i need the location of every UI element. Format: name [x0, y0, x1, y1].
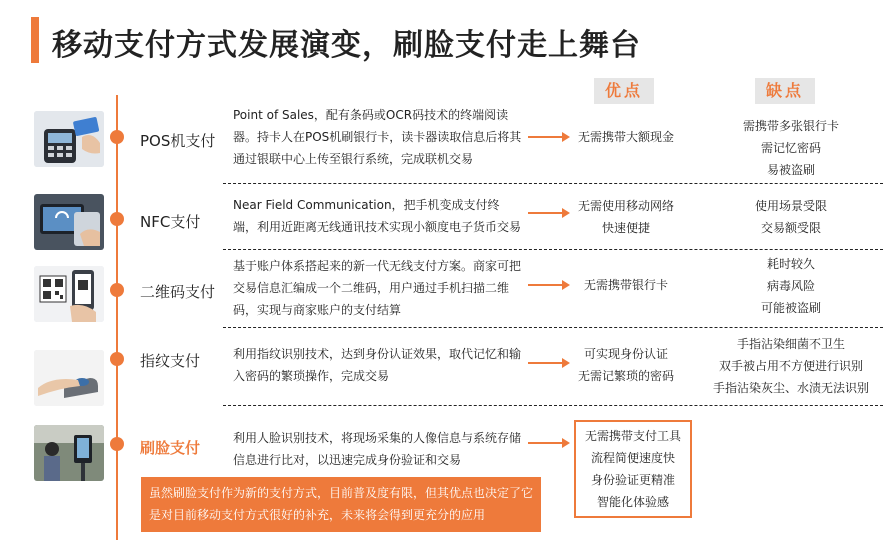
pos-terminal-image [34, 111, 104, 167]
cons-item: 易被盗刷 [766, 163, 815, 177]
cons-item: 可能被盗刷 [760, 301, 821, 315]
cons-item: 手指沾染细菌不卫生 [736, 337, 845, 351]
method-name-face: 刷脸支付 [140, 439, 201, 457]
pros-header: 优点 [594, 78, 654, 104]
pros-item: 可实现身份认证 [583, 347, 668, 361]
pros-qr [562, 274, 690, 296]
timeline-line [116, 95, 118, 540]
pros-nfc [562, 195, 690, 239]
pros-item: 无需携带大额现金 [577, 130, 674, 144]
cons-item: 交易额受限 [760, 221, 821, 235]
cons-item: 双手被占用不方便进行识别 [718, 359, 863, 373]
pros-item: 无需携带支付工具 [584, 429, 681, 443]
title-accent-bar [31, 17, 39, 63]
timeline-dot [110, 437, 124, 451]
cons-fingerprint [696, 333, 886, 399]
pros-pos [562, 126, 690, 148]
timeline-dot [110, 212, 124, 226]
cons-item: 需携带多张银行卡 [742, 119, 839, 133]
description-face: 利用人脸识别技术，将现场采集的人像信息与系统存储信息进行比对，以迅速完成身份验证和交易 [233, 431, 522, 467]
row-divider [223, 249, 883, 250]
method-name-nfc: NFC支付 [140, 213, 201, 231]
timeline-dot [110, 352, 124, 366]
pros-item: 无需使用移动网络 [577, 199, 674, 213]
method-name-qr: 二维码支付 [140, 283, 216, 301]
timeline-dot [110, 283, 124, 297]
nfc-phone-image [34, 194, 104, 250]
page-title: 移动支付方式发展演变，刷脸支付走上舞台 [52, 28, 641, 63]
cons-item: 病毒风险 [766, 279, 815, 293]
cons-nfc [696, 195, 886, 239]
description-pos: Point of Sales，配有条码或OCR码技术的终端阅读器。持卡人在POS机刷银行卡，读卡器读取信息后将其通过银联中心上传至银行系统，完成联机交易 [233, 108, 522, 166]
summary-note: 虽然刷脸支付作为新的支付方式，目前普及度有限，但其优点也决定了它是对目前移动支付方式很好的补充，未来将会得到更充分的应用 [141, 477, 541, 532]
method-name-pos: POS机支付 [140, 132, 216, 150]
pros-item: 身份验证更精准 [590, 473, 675, 487]
pros-item: 无需记繁琐的密码 [577, 369, 674, 383]
cons-item: 使用场景受限 [754, 199, 827, 213]
fingerprint-scanner-image [34, 350, 104, 406]
cons-header: 缺点 [755, 78, 815, 104]
pros-item: 流程简便速度快 [590, 451, 675, 465]
cons-qr [696, 253, 886, 319]
pros-item: 无需携带银行卡 [583, 278, 668, 292]
cons-item: 耗时较久 [766, 257, 815, 271]
description-nfc: Near Field Communication，把手机变成支付终端，利用近距离无线通讯技术实现小额度电子货币交易 [233, 198, 522, 234]
row-divider [223, 405, 883, 406]
cons-pos [696, 115, 886, 181]
qr-code-image [34, 266, 104, 322]
description-fingerprint: 利用指纹识别技术，达到身份认证效果，取代记忆和输入密码的繁琐操作，完成交易 [233, 347, 522, 383]
description-qr: 基于账户体系搭起来的新一代无线支付方案。商家可把交易信息汇编成一个二维码，用户通过手机扫描二维码，实现与商家账户的支付结算 [233, 259, 522, 317]
cons-item: 需记忆密码 [760, 141, 821, 155]
pros-face-box [574, 420, 692, 518]
arrow-icon [528, 438, 570, 448]
pros-item: 快速便捷 [601, 221, 650, 235]
row-divider [223, 183, 883, 184]
pros-fingerprint [562, 343, 690, 387]
timeline-dot [110, 130, 124, 144]
row-divider [223, 327, 883, 328]
method-name-fingerprint: 指纹支付 [140, 352, 201, 370]
cons-item: 手指沾染灰尘、水渍无法识别 [712, 381, 869, 395]
pros-item: 智能化体验感 [596, 495, 669, 509]
face-recognition-image [34, 425, 104, 481]
